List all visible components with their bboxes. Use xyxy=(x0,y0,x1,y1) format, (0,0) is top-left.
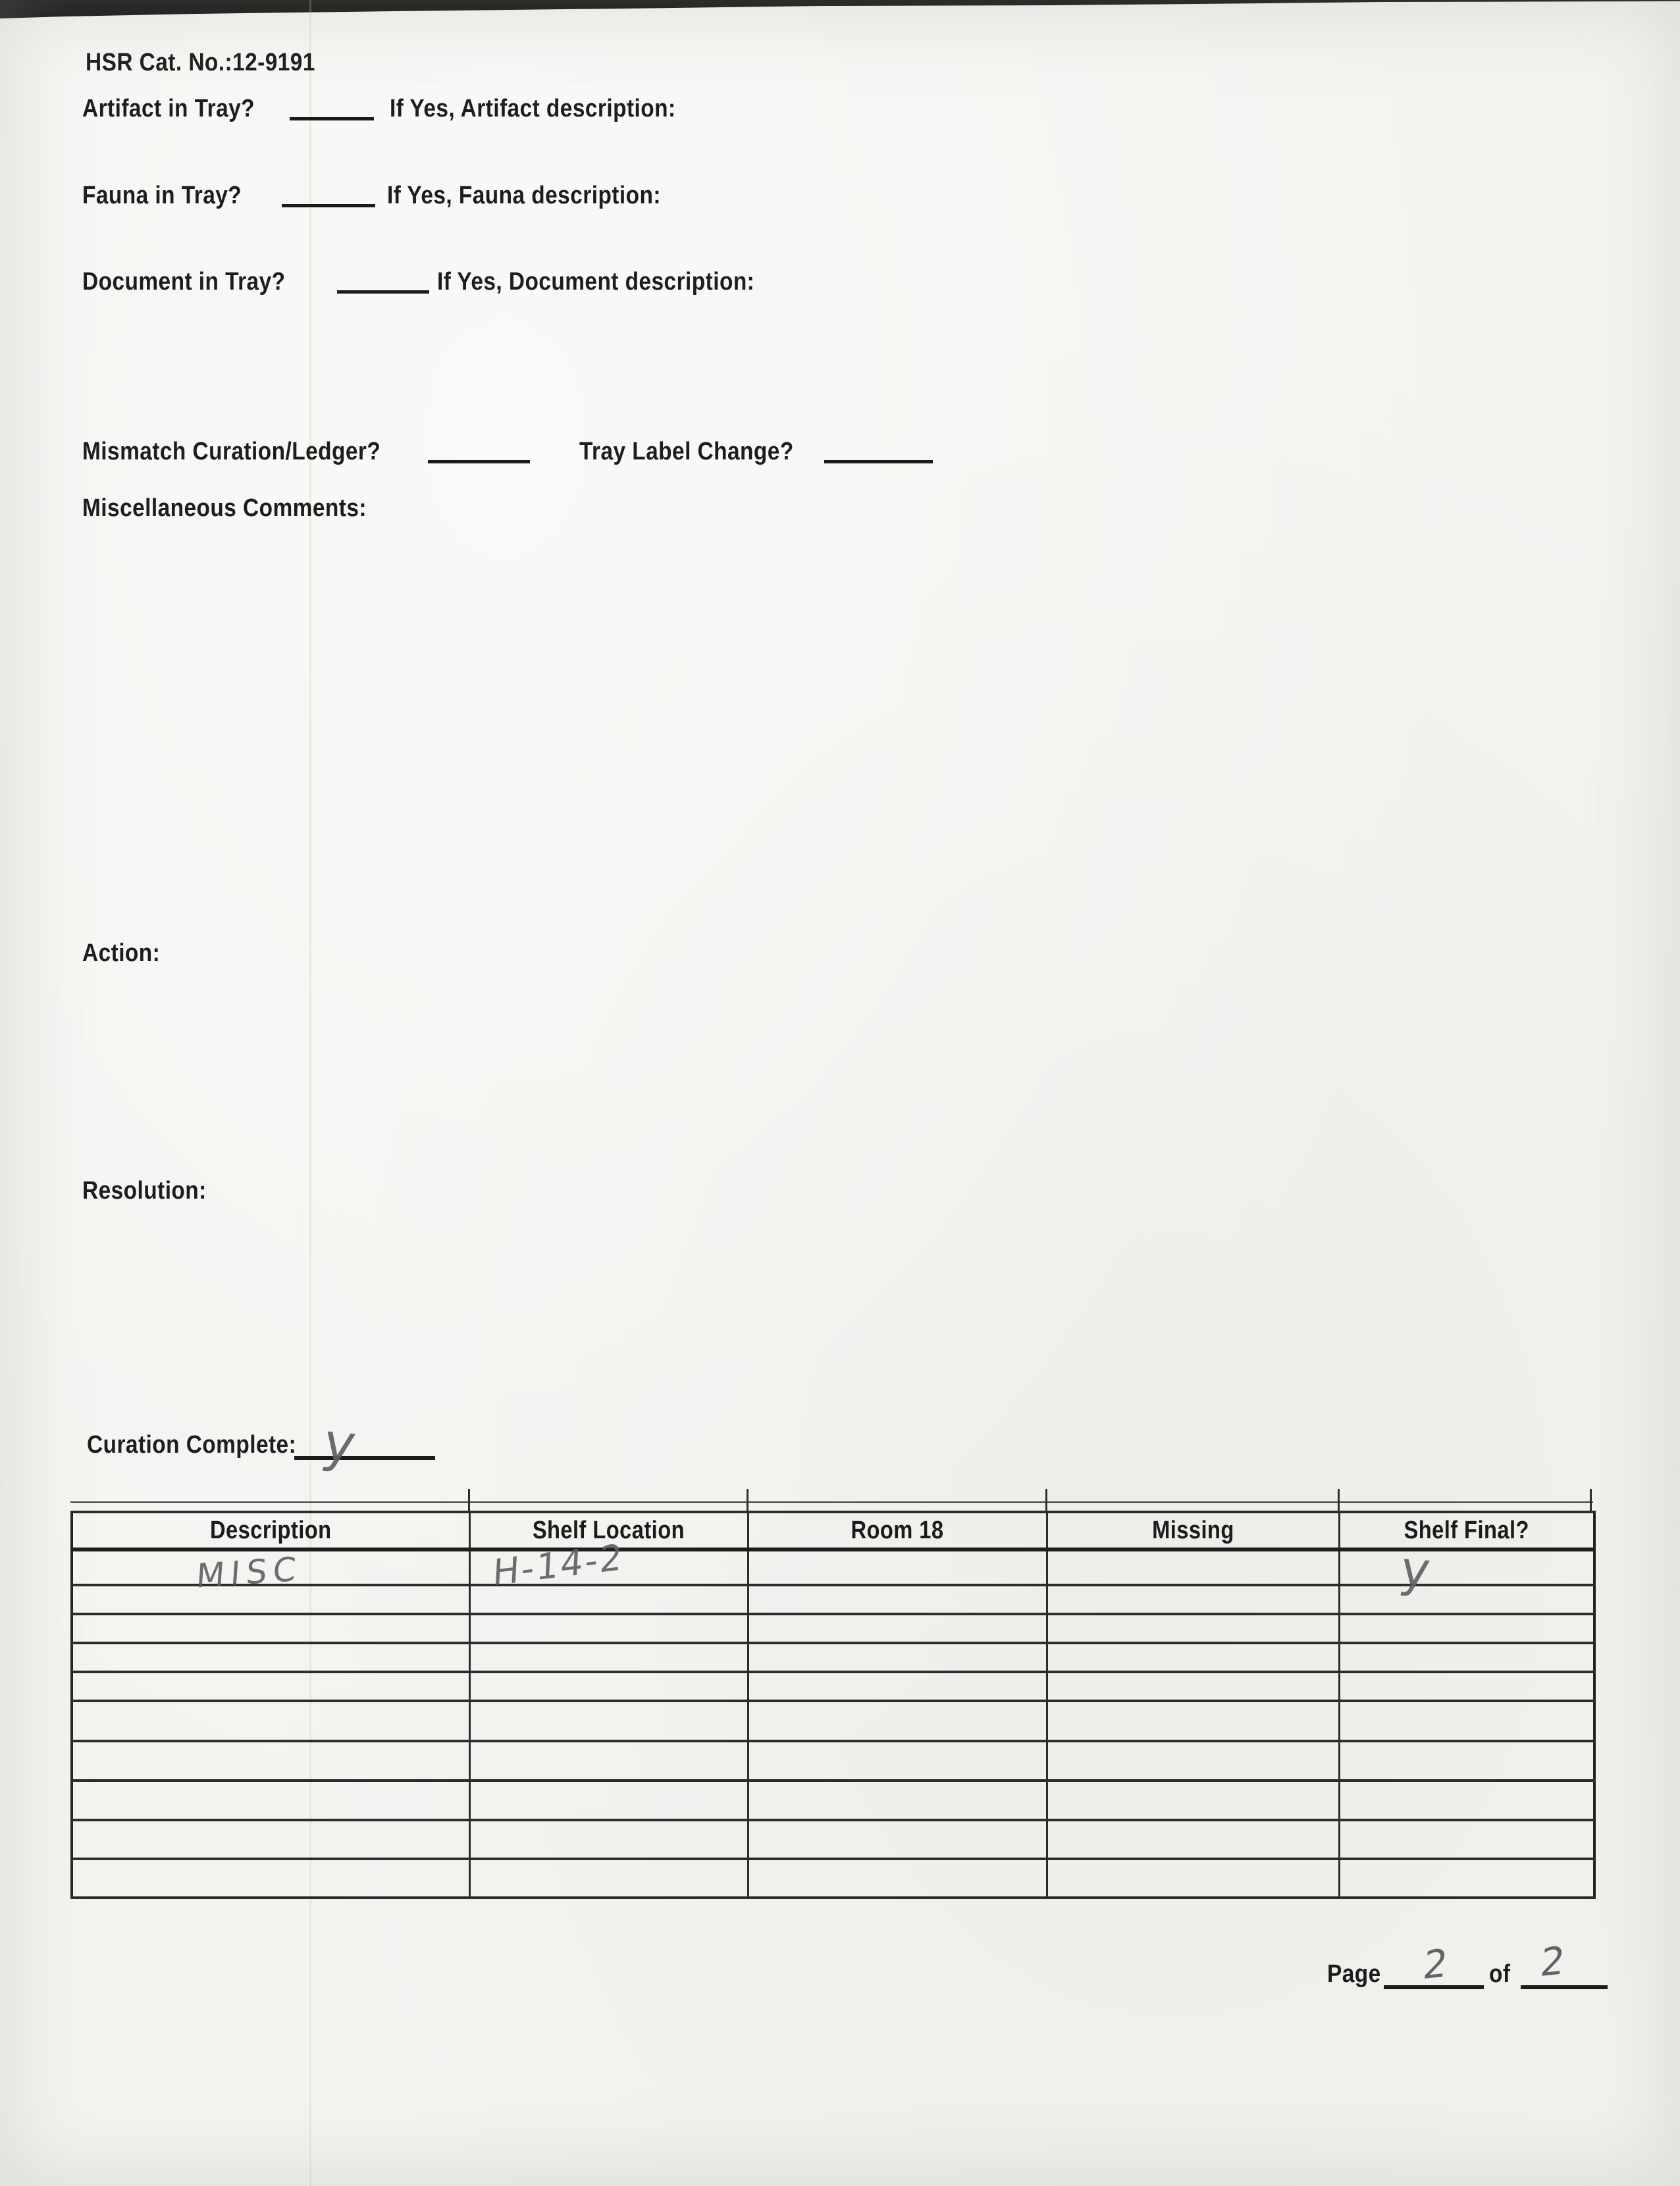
table-column-stub xyxy=(468,1489,470,1513)
artifact-question-label: Artifact in Tray? xyxy=(82,95,255,122)
table-cell xyxy=(748,1585,1047,1614)
table-cell xyxy=(1047,1614,1339,1643)
scan-artifact-top-edge xyxy=(0,0,1680,20)
table-body xyxy=(72,1549,1594,1898)
table-column-stub xyxy=(1590,1489,1592,1513)
catalog-number: HSR Cat. No.:12-9191 xyxy=(86,49,315,76)
table-cell xyxy=(469,1701,748,1741)
table-cell xyxy=(72,1741,469,1781)
table-cell xyxy=(1047,1859,1339,1898)
table-header-label: Room 18 xyxy=(851,1516,944,1544)
table-header-label: Description xyxy=(209,1516,332,1544)
mismatch-question-label: Mismatch Curation/Ledger? xyxy=(82,438,381,465)
table-row xyxy=(72,1701,1594,1741)
table-column-stub xyxy=(1338,1489,1340,1513)
row1-description-handwritten: MISC xyxy=(195,1549,303,1596)
document-answer-blank xyxy=(337,290,429,294)
total-pages-blank xyxy=(1521,1985,1608,1989)
table-cell xyxy=(469,1859,748,1898)
table-cell xyxy=(1047,1585,1339,1614)
table-cell xyxy=(748,1781,1047,1820)
row1-shelf-location-handwritten: H-14-2 xyxy=(492,1536,625,1594)
table-cell xyxy=(469,1741,748,1781)
page-number-handwritten: 2 xyxy=(1421,1940,1450,1989)
table-row xyxy=(72,1614,1594,1643)
table-header-cell xyxy=(1339,1512,1594,1549)
table-cell xyxy=(1339,1701,1594,1741)
table-cell xyxy=(1047,1701,1339,1741)
table-cell xyxy=(1047,1549,1339,1585)
table-header-label: Missing xyxy=(1151,1516,1234,1544)
table-row xyxy=(72,1585,1594,1614)
table-cell xyxy=(748,1672,1047,1701)
table-cell xyxy=(1047,1672,1339,1701)
artifact-answer-blank xyxy=(290,117,374,120)
table-cell xyxy=(469,1820,748,1859)
table-row xyxy=(72,1672,1594,1701)
total-pages-handwritten: 2 xyxy=(1538,1937,1567,1986)
table-cell xyxy=(1339,1643,1594,1672)
document-followup-label: If Yes, Document description: xyxy=(437,268,755,296)
table-cell xyxy=(72,1820,469,1859)
table-cell xyxy=(1339,1820,1594,1859)
table-cell xyxy=(72,1781,469,1820)
table-cell xyxy=(72,1859,469,1898)
table-cell xyxy=(72,1614,469,1643)
curation-complete-handwritten-answer: y xyxy=(318,1411,361,1475)
table-cell xyxy=(1339,1585,1594,1614)
table-cell xyxy=(469,1643,748,1672)
table-cell xyxy=(748,1820,1047,1859)
document-question-label: Document in Tray? xyxy=(82,268,286,296)
table-cell xyxy=(748,1643,1047,1672)
fauna-followup-label: If Yes, Fauna description: xyxy=(387,182,661,209)
curation-complete-blank xyxy=(294,1456,435,1460)
table-row xyxy=(72,1820,1594,1859)
table-row xyxy=(72,1859,1594,1898)
table-cell xyxy=(748,1701,1047,1741)
table-cell xyxy=(748,1614,1047,1643)
table-header-label: Shelf Location xyxy=(532,1516,685,1544)
table-top-scan-line xyxy=(70,1501,1593,1503)
tray-label-change-label: Tray Label Change? xyxy=(579,438,794,465)
table-header-row xyxy=(72,1512,1594,1549)
action-label: Action: xyxy=(82,939,161,967)
miscellaneous-comments-label: Miscellaneous Comments: xyxy=(82,494,367,522)
table-column-stub xyxy=(747,1489,748,1513)
curation-complete-label: Curation Complete: xyxy=(87,1431,297,1459)
table-cell xyxy=(1339,1672,1594,1701)
table-cell xyxy=(1339,1859,1594,1898)
table-cell xyxy=(748,1549,1047,1585)
resolution-label: Resolution: xyxy=(82,1177,207,1205)
table-column-stub xyxy=(1045,1489,1047,1513)
table-cell xyxy=(469,1781,748,1820)
table-row xyxy=(72,1781,1594,1820)
page-label: Page xyxy=(1327,1960,1381,1988)
table-header-cell xyxy=(72,1512,469,1549)
table-header-label: Shelf Final? xyxy=(1404,1516,1529,1544)
tray-label-change-blank xyxy=(824,460,933,463)
table-cell xyxy=(1047,1741,1339,1781)
table-cell xyxy=(72,1643,469,1672)
table-cell xyxy=(469,1614,748,1643)
table-cell xyxy=(1339,1614,1594,1643)
fauna-question-label: Fauna in Tray? xyxy=(82,182,242,209)
table-cell xyxy=(469,1672,748,1701)
table-cell xyxy=(748,1859,1047,1898)
table-cell xyxy=(72,1672,469,1701)
table-cell xyxy=(748,1741,1047,1781)
table-cell xyxy=(72,1701,469,1741)
table-cell xyxy=(1339,1549,1594,1585)
table-cell xyxy=(1339,1781,1594,1820)
artifact-followup-label: If Yes, Artifact description: xyxy=(390,95,676,122)
table-cell xyxy=(1047,1781,1339,1820)
table-cell xyxy=(1047,1643,1339,1672)
table-cell xyxy=(1339,1741,1594,1781)
fauna-answer-blank xyxy=(282,204,375,207)
table-cell xyxy=(1047,1820,1339,1859)
table-row xyxy=(72,1741,1594,1781)
mismatch-answer-blank xyxy=(428,460,530,463)
row1-shelf-final-handwritten: y xyxy=(1396,1540,1434,1600)
table-header-cell xyxy=(1047,1512,1339,1549)
of-label: of xyxy=(1489,1960,1511,1988)
table-header-cell xyxy=(748,1512,1047,1549)
table-row xyxy=(72,1643,1594,1672)
